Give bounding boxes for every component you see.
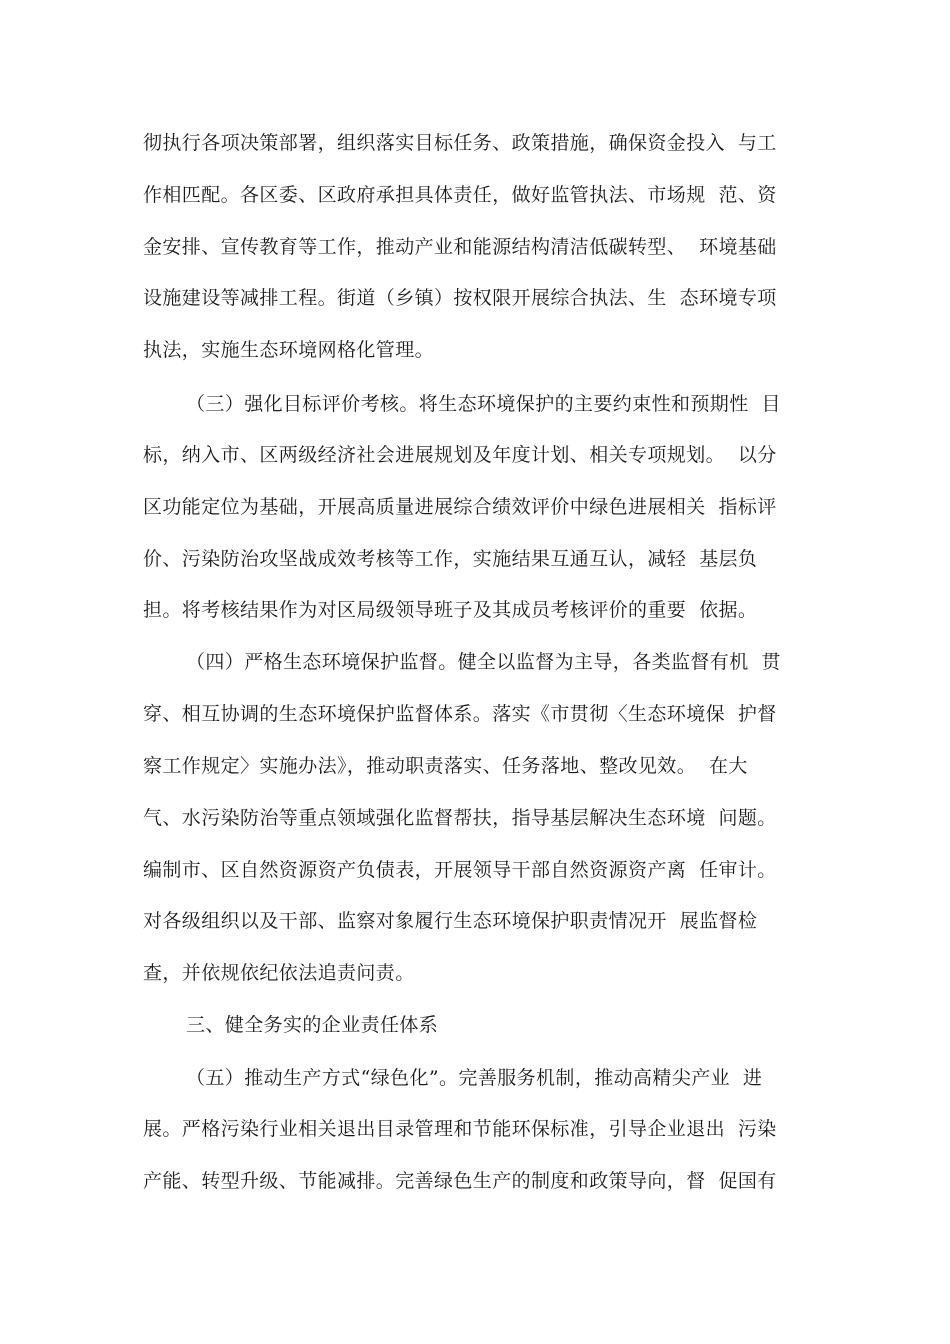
text-line: 展。严格污染行业相关退出目录管理和节能环保标准，引导企业退出 污染 <box>143 1118 777 1140</box>
text-line: （五）推动生产方式“绿色化”。完善服务机制，推动高精尖产业 进 <box>186 1067 763 1089</box>
text-line: 产能、转型升级、节能减排。完善绿色生产的制度和政策导向，督 促国有 <box>143 1170 777 1192</box>
text-line: 气、水污染防治等重点领域强化监督帮扶，指导基层解决生态环境 问题。 <box>143 807 777 829</box>
text-line: 编制市、区自然资源资产负债表，开展领导干部自然资源资产离 任审计。 <box>143 859 777 881</box>
text-line: 价、污染防治攻坚战成效考核等工作，实施结果互通互认，减轻 基层负 <box>143 548 758 570</box>
text-line: 作相匹配。各区委、区政府承担具体责任，做好监管执法、市场规 范、资 <box>143 184 777 206</box>
text-line: 彻执行各项决策部署，组织落实目标任务、政策措施，确保资金投入 与工 <box>143 132 777 154</box>
text-line: 标，纳入市、区两级经济社会进展规划及年度计划、相关专项规划。 以分 <box>143 444 777 466</box>
text-line: 执法，实施生态环境网格化管理。 <box>143 339 435 361</box>
section-heading: 三、健全务实的企业责任体系 <box>186 1014 439 1036</box>
text-line: 穿、相互协调的生态环境保护监督体系。落实《市贯彻〈生态环境保 护督 <box>143 703 777 725</box>
text-line: 察工作规定〉实施办法》，推动职责落实、任务落地、整改见效。 在大 <box>143 755 748 777</box>
text-line: （四）严格生态环境保护监督。健全以监督为主导，各类监督有机 贯 <box>186 651 781 673</box>
text-line: 区功能定位为基础，开展高质量进展综合绩效评价中绿色进展相关 指标评 <box>143 496 777 518</box>
text-line: （三）强化目标评价考核。将生态环境保护的主要约束性和预期性 目 <box>186 393 781 415</box>
text-line: 金安排、宣传教育等工作，推动产业和能源结构清洁低碳转型、 环境基础 <box>143 236 777 258</box>
text-line: 设施建设等减排工程。街道（乡镇）按权限开展综合执法、生 态环境专项 <box>143 287 777 309</box>
text-line: 担。将考核结果作为对区局级领导班子及其成员考核评价的重要 依据。 <box>143 599 758 621</box>
text-line: 查，并依规依纪依法追责问责。 <box>143 962 415 984</box>
text-line: 对各级组织以及干部、监察对象履行生态环境保护职责情况开 展监督检 <box>143 910 758 932</box>
